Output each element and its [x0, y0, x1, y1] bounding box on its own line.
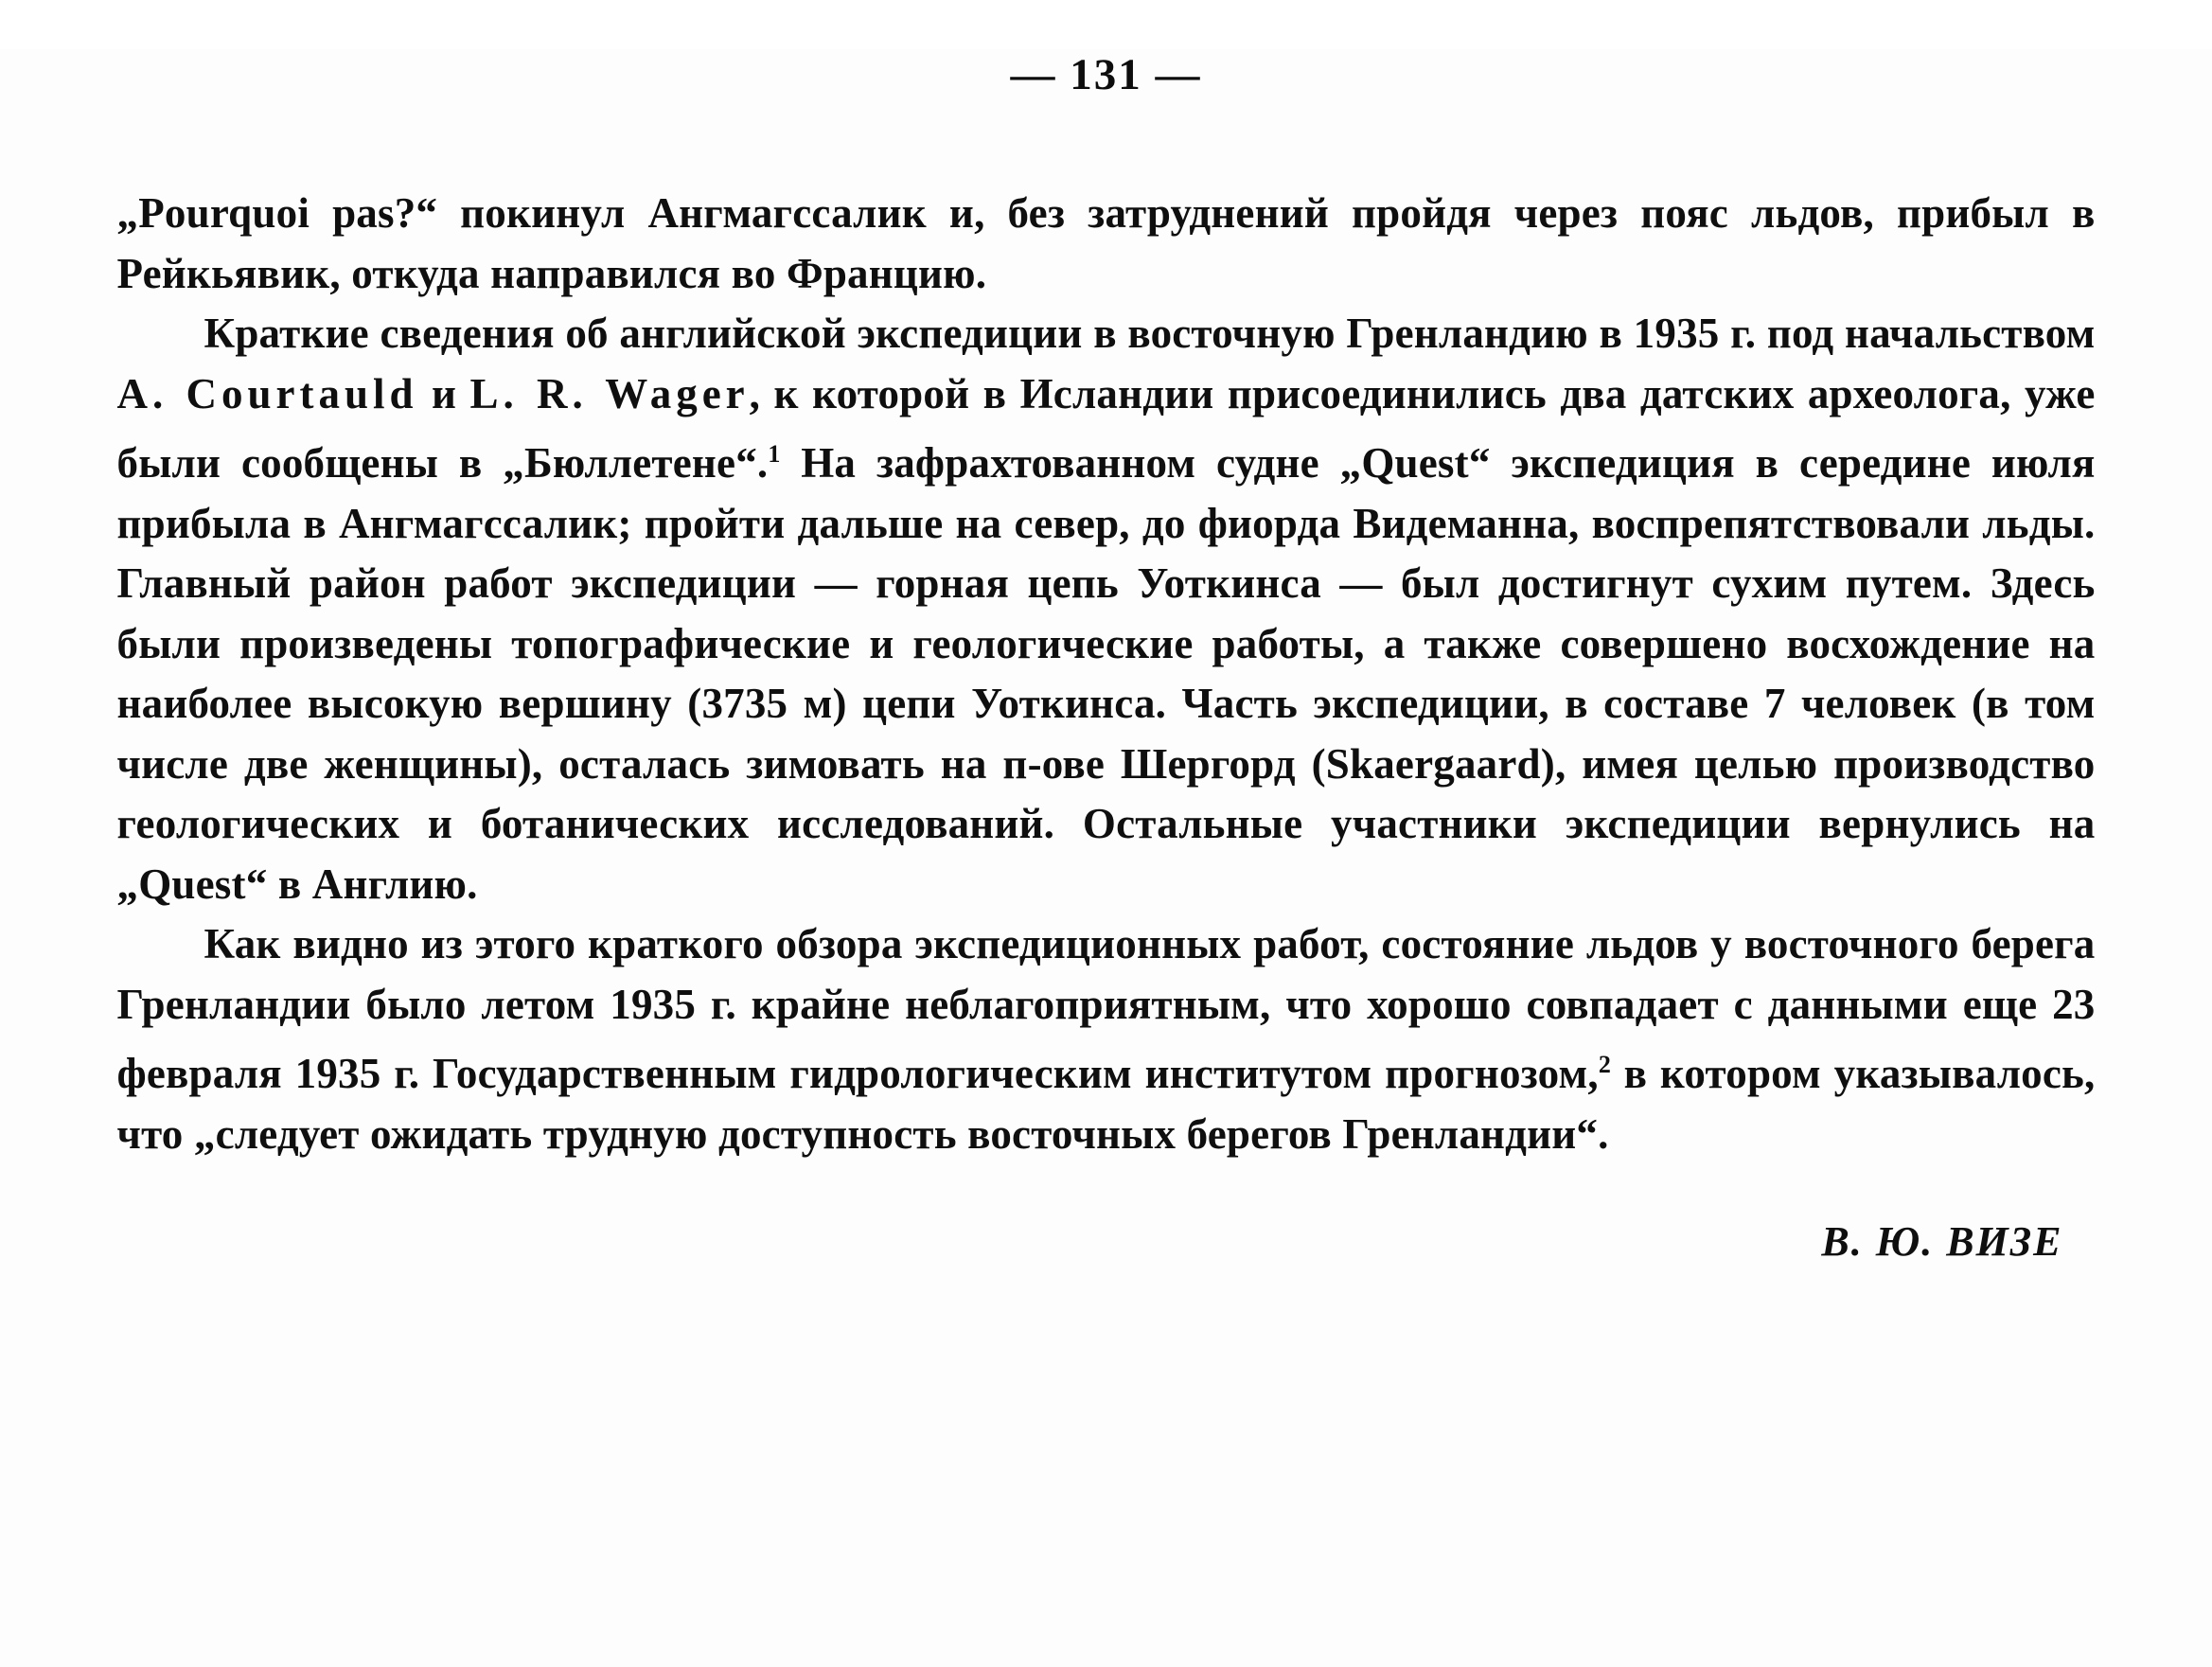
- page-body: [117, 100, 2096, 1266]
- footnote-marker: 2: [1598, 1051, 1611, 1078]
- author-signature: В. Ю. ВИЗЕ: [1821, 1218, 2063, 1265]
- author-name: L. R. Wager: [469, 369, 750, 417]
- paragraph-3: Как видно из этого краткого обзора экспедиционных работ, состояние льдов у восточного берега Гренландии было летом 1935 г. крайне неблагоприятным, что хорошо совпадает с данными еще 23 февраля 1935 г. Государственным гидрологическим институтом прогнозом,$^2$ в котором указывалось, что „следует ожидать трудную доступность восточных берегов Гренландии“.: [116, 920, 2096, 1158]
- paragraph-2: Краткие сведения об английской экспедиции в восточную Гренландию в 1935 г. под начальством A. Courtauld и L. R. Wager, к которой в Исландии присоединились два датских археолога, уже были сообщены в „Бюллетене“.$^1$ На зафрахтованном судне „Quest“ экспедиция в середине июля прибыла в Ангмагссалик; пройти дальше на север, до фиорда Видеманна, воспрепятствовали льды. Главный район работ экспедиции — горная цепь Уоткинса — был достигнут сухим путем. Здесь были произведены топографические и геологические работы, а также совершено восхождение на наиболее высокую вершину (3735 м) цепи Уоткинса. Часть экспедиции, в составе 7 человек (в том числе две женщины), осталась зимовать на п-ове Шергорд (Skaergaard), имея целью производство геологических и ботанических исследований. Остальные участники экспедиции вернулись на „Quest“ в Англию.: [116, 310, 2096, 908]
- author-name: A. Courtauld: [116, 369, 418, 417]
- document-page: [0, 49, 2212, 1667]
- paragraph-1: „Pourquoi pas?“ покинул Ангмагссалик и, без затруднений пройдя через пояс льдов, прибыл в Рейкьявик, откуда направился во Францию.: [116, 189, 2096, 297]
- page-number: — 131 —: [1010, 50, 1202, 99]
- footnote-marker: 1: [768, 440, 781, 468]
